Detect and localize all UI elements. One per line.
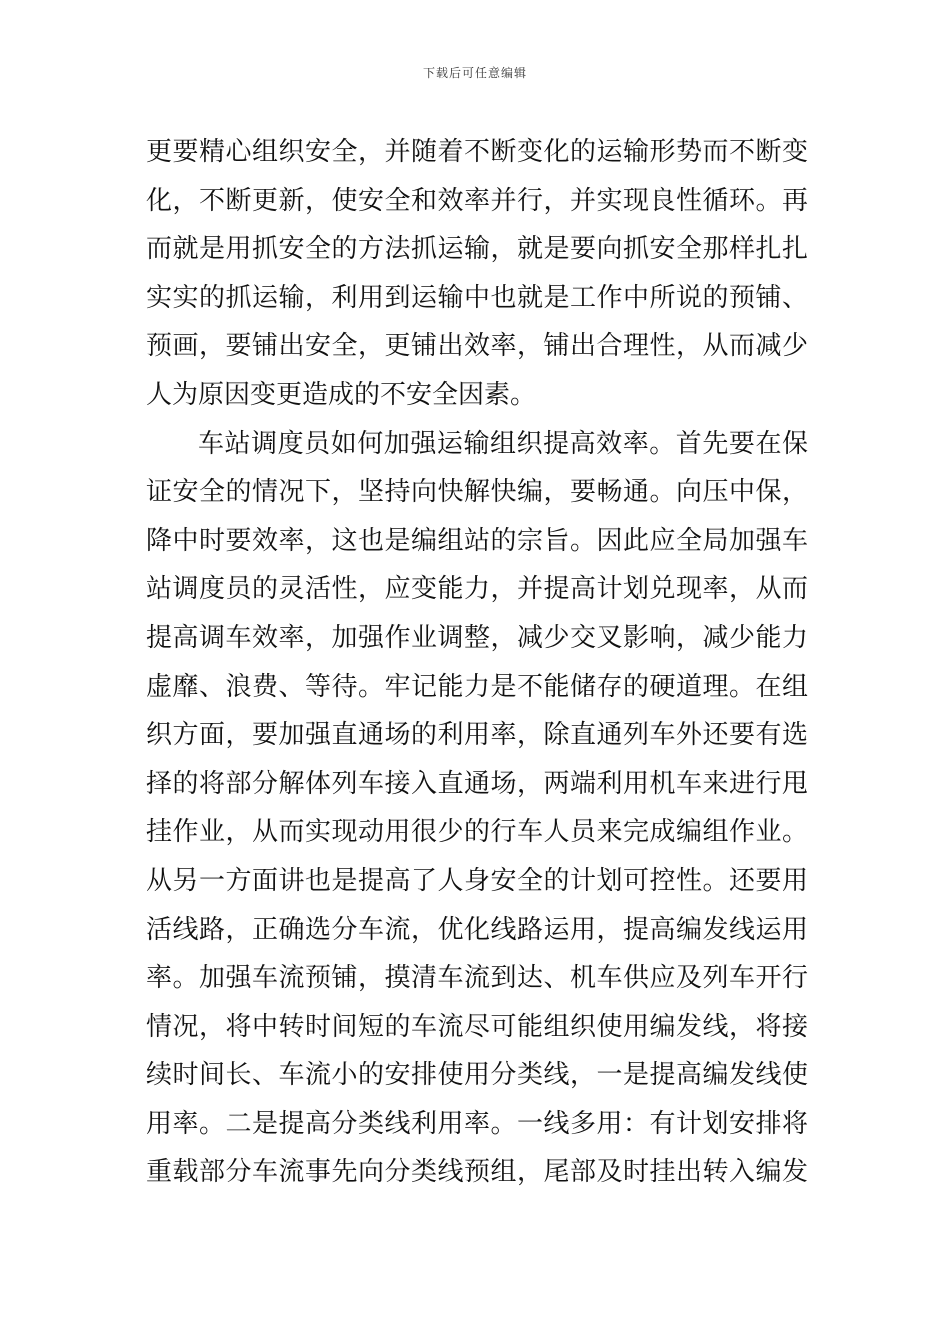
paragraph-1: [146, 128, 808, 420]
text-line: 织方面，要加强直通场的利用率，除直通列车外还要有选: [146, 720, 808, 751]
text-line: 证安全的情况下，坚持向快解快编，要畅通。向压中保，: [146, 477, 808, 508]
text-line: 更要精心组织安全，并随着不断变化的运输形势而不断变: [146, 137, 808, 167]
text-line: 虚靡、浪费、等待。牢记能力是不能储存的硬道理。在组: [146, 671, 808, 702]
text-line: 提高调车效率，加强作业调整，减少交叉影响，减少能力: [146, 622, 808, 653]
text-line: 实实的抓运输，利用到运输中也就是工作中所说的预铺、: [146, 282, 808, 313]
text-line: 化，不断更新，使安全和效率并行，并实现良性循环。再: [146, 185, 808, 216]
text-line: 重载部分车流事先向分类线预组，尾部及时挂出转入编发: [146, 1157, 808, 1188]
paragraph-2: [146, 420, 808, 1198]
text-line: 而就是用抓安全的方法抓运输，就是要向抓安全那样扎扎: [146, 234, 808, 265]
text-line: 择的将部分解体列车接入直通场，两端利用机车来进行甩: [146, 768, 808, 799]
text-line: 降中时要效率，这也是编组站的宗旨。因此应全局加强车: [146, 525, 808, 556]
text-line: 情况，将中转时间短的车流尽可能组织使用编发线，将接: [146, 1011, 808, 1042]
text-line: 从另一方面讲也是提高了人身安全的计划可控性。还要用: [146, 865, 808, 896]
text-line: 人为原因变更造成的不安全因素。: [146, 379, 537, 410]
page-header: 下载后可任意编辑: [422, 66, 527, 80]
text-line: 车站调度员如何加强运输组织提高效率。首先要在保: [198, 428, 808, 459]
text-line: 率。加强车流预铺，摸清车流到达、机车供应及列车开行: [146, 963, 808, 994]
text-line: 预画，要铺出安全，更铺出效率，铺出合理性，从而减少: [146, 331, 808, 362]
body-text: [146, 128, 808, 1197]
text-line: 活线路，正确选分车流，优化线路运用，提高编发线运用: [146, 914, 808, 945]
text-line: 续时间长、车流小的安排使用分类线，一是提高编发线使: [146, 1060, 808, 1091]
text-line: 用率。二是提高分类线利用率。一线多用：有计划安排将: [146, 1108, 808, 1139]
text-line: 站调度员的灵活性，应变能力，并提高计划兑现率，从而: [146, 574, 808, 605]
text-line: 挂作业，从而实现动用很少的行车人员来完成编组作业。: [146, 817, 808, 848]
